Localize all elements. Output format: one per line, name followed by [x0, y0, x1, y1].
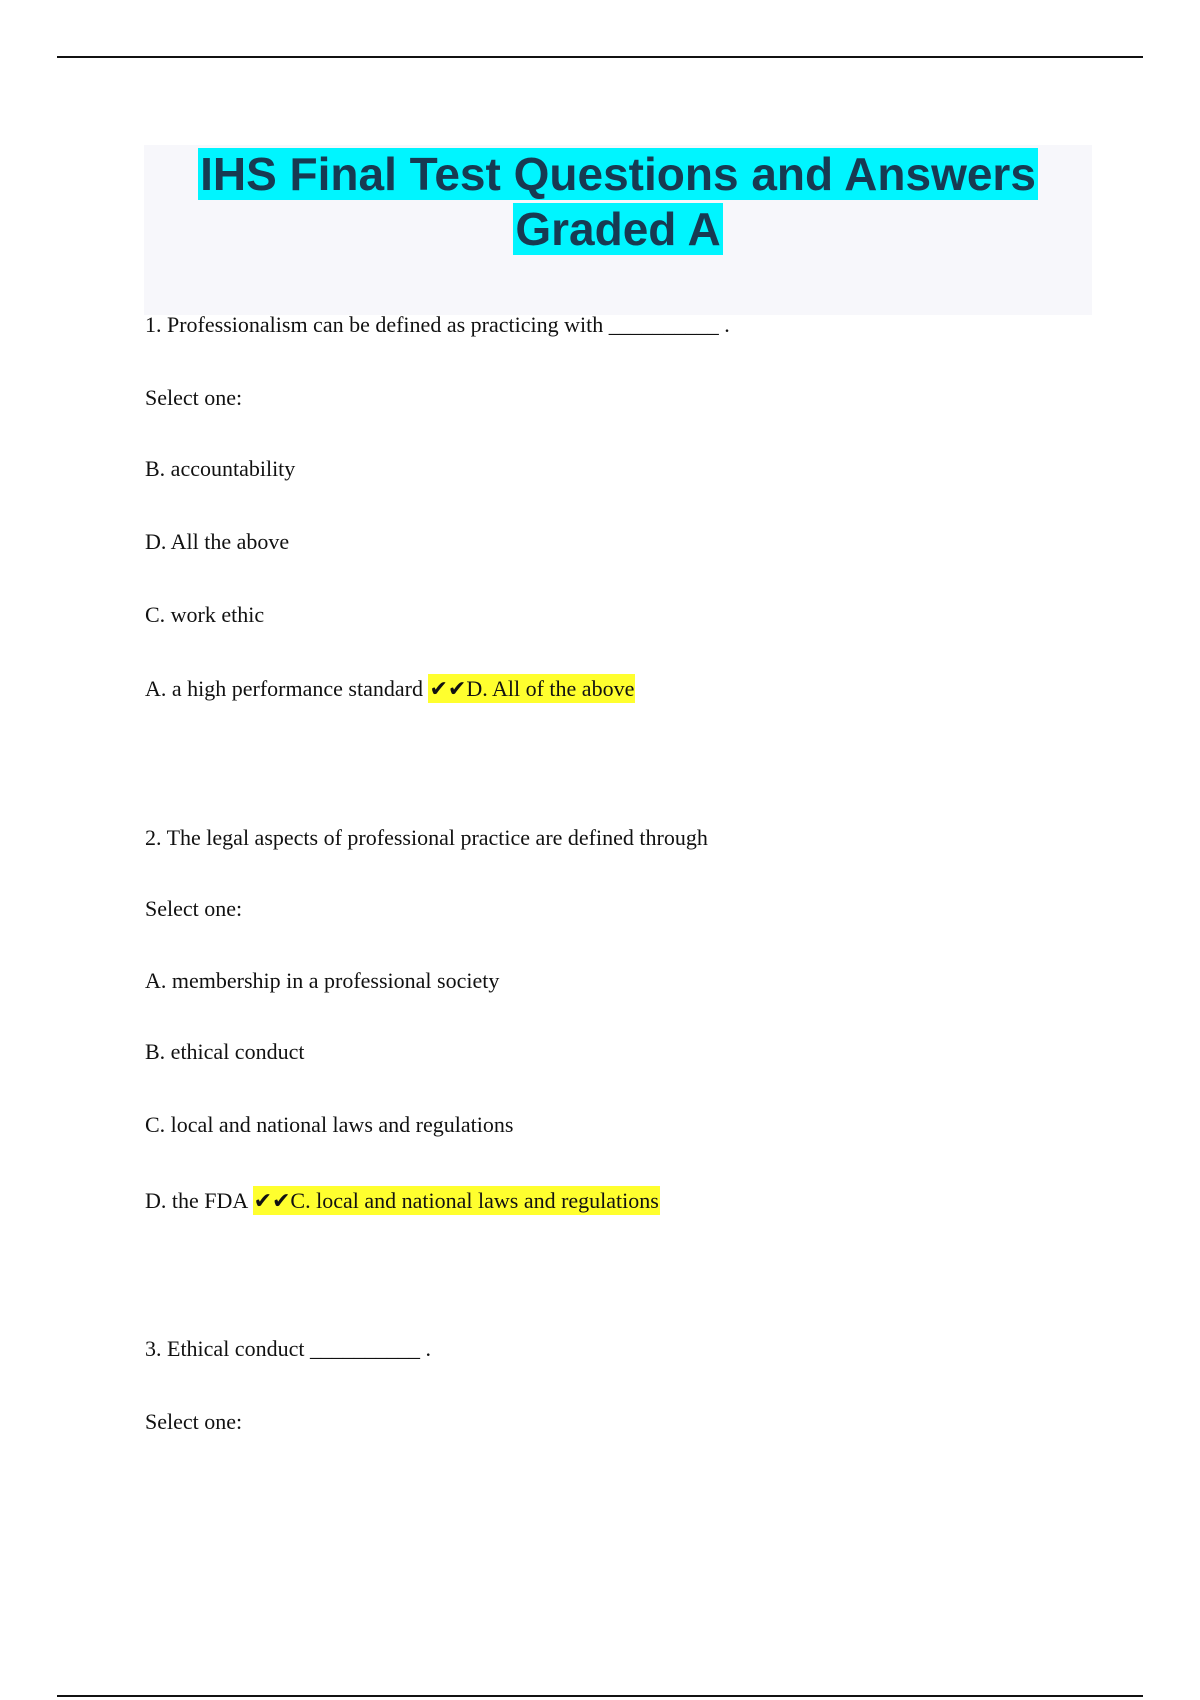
question-2-text: 2. The legal aspects of professional practice are defined through [145, 825, 708, 850]
question-1-option: A. a high performance standard [145, 676, 423, 701]
question-2-option: D. the FDA [145, 1188, 248, 1213]
question-1-answer: ✔✔D. All of the above [429, 676, 635, 701]
question-1-text: 1. Professionalism can be defined as practicing with __________ . [145, 312, 730, 337]
question-3-text: 3. Ethical conduct __________ . [145, 1336, 431, 1361]
question-2-last-option-row [145, 1186, 660, 1216]
question-1-last-option-row [145, 674, 635, 704]
title-line-2: Graded A [515, 203, 721, 255]
question-2-answer: ✔✔C. local and national laws and regulations [253, 1188, 659, 1213]
question-2-select-label: Select one: [145, 896, 243, 921]
title-block [144, 145, 1092, 315]
title-line-1: IHS Final Test Questions and Answers [200, 148, 1036, 200]
question-1-select-label: Select one: [145, 385, 243, 410]
bottom-rule [57, 1695, 1143, 1697]
question-2-option: B. ethical conduct [145, 1039, 305, 1064]
question-1-option: D. All the above [145, 529, 290, 554]
question-2-option: C. local and national laws and regulations [145, 1112, 514, 1137]
question-2-option: A. membership in a professional society [145, 968, 500, 993]
question-1-option: B. accountability [145, 456, 296, 481]
question-3-select-label: Select one: [145, 1409, 243, 1434]
top-rule [57, 56, 1143, 58]
document-title [144, 145, 1092, 257]
question-1-option: C. work ethic [145, 602, 265, 627]
